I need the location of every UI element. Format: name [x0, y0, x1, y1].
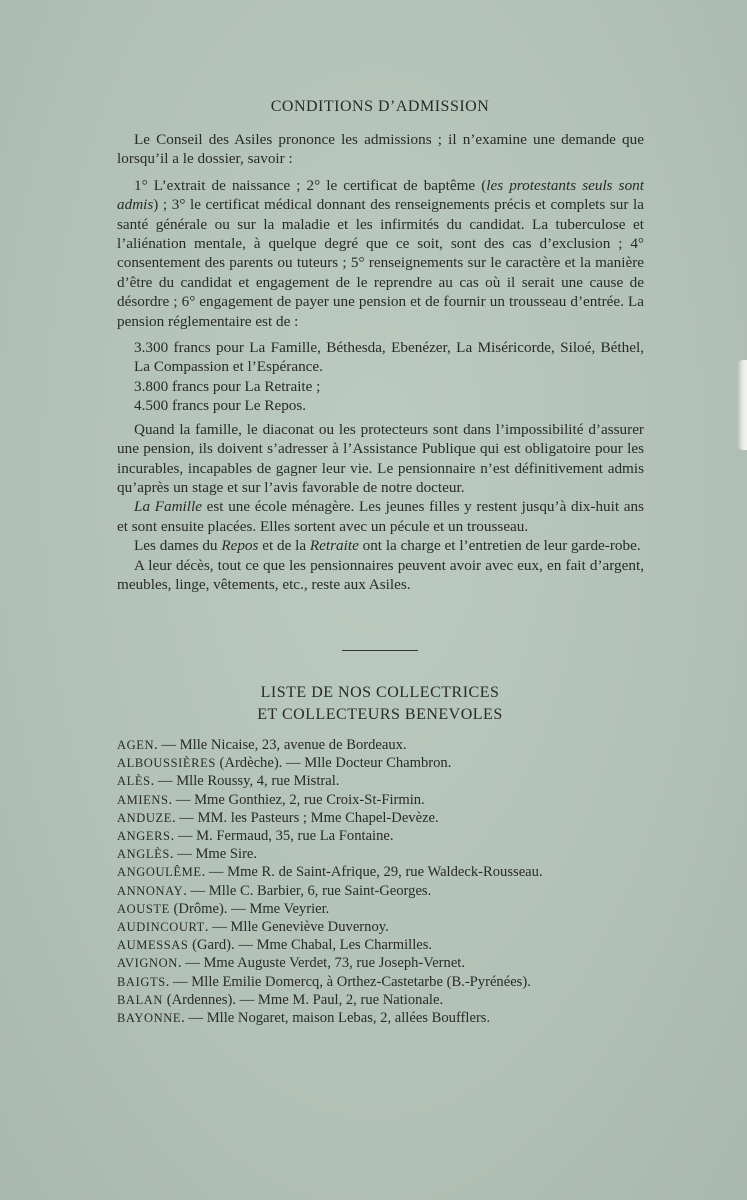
list-item — [117, 827, 657, 845]
dames-italic-retraite: Retraite — [309, 537, 359, 555]
place-name: AGEN — [117, 738, 155, 752]
list-item — [117, 754, 657, 772]
list-item — [117, 882, 657, 900]
list-item — [117, 973, 657, 991]
place-name: ANGOULÊME — [117, 865, 202, 880]
list-item — [117, 845, 657, 863]
conditions-body — [117, 130, 644, 594]
torn-page-edge — [737, 360, 747, 450]
collector-details: . — Mlle Nogaret, maison Lebas, 2, allées Boufflers. — [181, 1010, 491, 1027]
place-name: AUMESSAS — [117, 938, 189, 953]
collector-list — [117, 736, 657, 1027]
dames-text-b: et de la — [258, 537, 310, 555]
place-name: AVIGNON — [117, 956, 178, 971]
place-name: AUDINCOURT — [117, 920, 205, 935]
place-name: ANNONAY — [117, 883, 184, 898]
place-name: BAIGTS — [117, 974, 166, 989]
list-item — [117, 954, 657, 972]
collector-details: . — Mlle C. Barbier, 6, rue Saint-Georges. — [183, 882, 432, 899]
list-item — [117, 918, 657, 936]
place-name: AOUSTE — [117, 901, 170, 916]
documents-text-b: ) ; 3° le certificat médical donnant des renseignements précis et complets sur la santé générale ou sur la maladie et les infirmités du candidat. La tuberculose et l’aliénation mentale, à quelque degré que ce soit, sont des cas d’exclusion ; 4° consentement des parents ou tuteurs ; 5° renseignements sur le caractère et la manière d’être du candidat et engagement de le reprendre au cas où il serait une cause de désordre ; 6° engagement de payer une pension et de fournir un trousseau d’entrée. La pension réglementaire est de : — [117, 196, 644, 330]
list-title-line-1: LISTE DE NOS COLLECTRICES — [260, 684, 500, 701]
famille-italic: La Famille — [134, 498, 202, 516]
place-name: BAYONNE — [117, 1011, 182, 1026]
place-name: BALAN — [117, 992, 164, 1007]
pension-amount-3: 4.500 francs pour Le Repos. — [134, 397, 307, 415]
collector-details: . — Mme Gonthiez, 2, rue Croix-St-Firmin. — [168, 791, 425, 808]
place-name: ALBOUSSIÈRES — [117, 756, 216, 771]
collector-details: (Ardennes). — Mme M. Paul, 2, rue Nationale. — [163, 991, 444, 1008]
list-item — [117, 791, 657, 809]
collector-details: . — Mlle Geneviève Duvernoy. — [204, 919, 389, 936]
paragraph-deces: A leur décès, tout ce que les pensionnaires peuvent avoir avec eux, en fait d’argent, meubles, linge, vêtements, etc., reste aux Asiles. — [117, 556, 644, 593]
pension-amount-2: 3.800 francs pour La Retraite ; — [134, 377, 321, 395]
documents-italic: les protestants seuls sont admis — [117, 176, 644, 214]
paragraph-famille — [117, 497, 644, 536]
collector-details: . — MM. les Pasteurs ; Mme Chapel-Devèze. — [171, 809, 439, 826]
list-item — [117, 1009, 657, 1027]
collector-details: (Gard). — Mme Chabal, Les Charmilles. — [188, 937, 433, 954]
collector-details: . — Mlle Roussy, 4, rue Mistral. — [150, 773, 340, 790]
place-name: ANGLÈS — [117, 847, 170, 862]
collector-details: . — Mlle Emilie Domercq, à Orthez-Castetarbe (B.-Pyrénées). — [165, 973, 531, 990]
pension-amount-1: 3.300 francs pour La Famille, Béthesda, Ebenézer, La Miséricorde, Siloé, Béthel, La Compassion et l’Espérance. — [134, 339, 644, 376]
list-title-line-2: ET COLLECTEURS BENEVOLES — [257, 706, 503, 723]
conditions-title: CONDITIONS D’ADMISSION — [270, 98, 490, 115]
place-name: ANDUZE — [117, 810, 172, 825]
place-name: AMIENS — [117, 792, 169, 807]
dames-text-c: ont la charge et l’entretien de leur garde-robe. — [358, 537, 641, 555]
list-item — [117, 772, 657, 790]
list-item — [117, 900, 657, 918]
dames-italic-repos: Repos — [221, 537, 259, 555]
collector-details: (Ardèche). — Mlle Docteur Chambron. — [215, 755, 452, 772]
list-item — [117, 809, 657, 827]
place-name: ALÈS — [117, 774, 151, 789]
list-item — [117, 991, 657, 1009]
collector-details: (Drôme). — Mme Veyrier. — [169, 900, 330, 917]
list-item — [117, 863, 657, 881]
place-name: ANGERS — [117, 829, 171, 844]
list-item — [117, 936, 657, 954]
paragraph-dames — [117, 536, 644, 555]
paragraph-documents — [117, 176, 644, 331]
list-item — [117, 736, 657, 754]
paragraph-assistance: Quand la famille, le diaconat ou les protecteurs sont dans l’impossibilité d’assurer une pension, ils doivent s’adresser à l’Assistance Publique qui est obligatoire pour les incurables, incapables de gagner leur vie. Le pensionnaire n’est définitivement admis qu’après un stage et sur l’avis favorable de notre docteur. — [117, 420, 644, 496]
collector-details: . — M. Fermaud, 35, rue La Fontaine. — [170, 828, 394, 845]
collector-details: . — Mlle Nicaise, 23, avenue de Bordeaux. — [154, 737, 407, 753]
documents-text-a: 1° L’extrait de naissance ; 2° le certificat de baptême ( — [134, 176, 487, 194]
collector-details: . — Mme Auguste Verdet, 73, rue Joseph-Vernet. — [177, 955, 466, 972]
collector-details: . — Mme R. de Saint-Afrique, 29, rue Waldeck-Rousseau. — [201, 864, 543, 881]
collector-details: . — Mme Sire. — [169, 846, 258, 863]
dames-text-a: Les dames du — [134, 537, 222, 555]
section-divider — [342, 650, 418, 651]
famille-text: est une école ménagère. Les jeunes filles y restent jusqu’à dix-huit ans et sont ensuite placées. Elles sortent avec un pécule et un trousseau. — [117, 498, 645, 535]
paragraph-intro: Le Conseil des Asiles prononce les admissions ; il n’examine une demande que lorsqu’il a le dossier, savoir : — [117, 131, 644, 168]
